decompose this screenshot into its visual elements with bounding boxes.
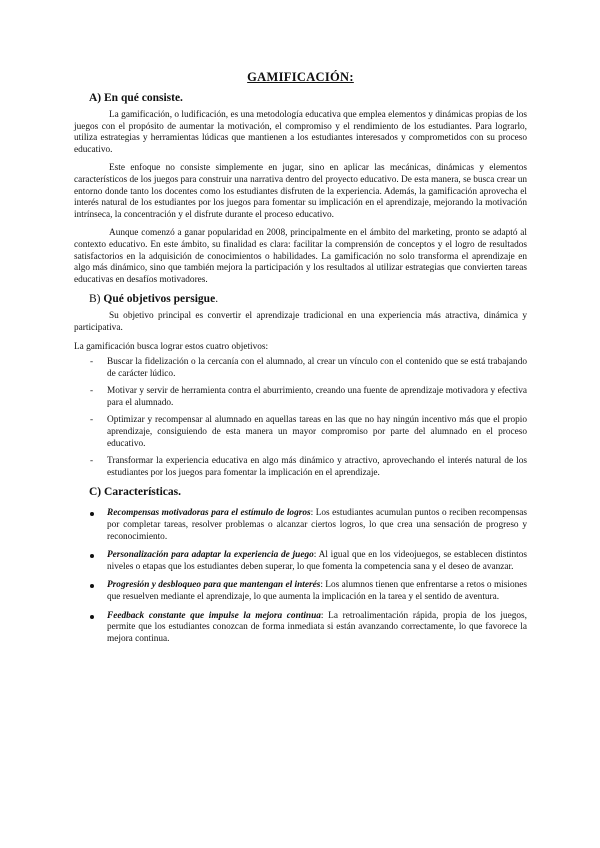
section-a-paragraph-3: Aunque comenzó a ganar popularidad en 2008, principalmente en el ámbito del marketing, pronto se adaptó al contexto educativo. En este ámbito, su finalidad es clara: facilitar la comprensión de conceptos y el logro de resultados satisfactorios en la adquisición de conocimientos o habilidades. La gamificación no solo transforma el aprendizaje en algo más dinámico, sino que también mejora la participación y los resultados al utilizar estrategias que convierten tareas educativas en desafíos motivadores. (74, 228, 527, 285)
section-b-letter: B) (89, 293, 101, 306)
section-a-letter: A) (89, 92, 102, 104)
feature-text: La retroalimentación rápida, propia de los juegos, permite que los estudiantes conozcan de forma inmediata si están avanzando correctamente, lo que favorece la mejora continua. (107, 610, 528, 644)
section-a-title: En qué consiste. (104, 92, 183, 104)
feature-text: Los estudiantes acumulan puntos o reciben recompensas por completar tareas, resolver problemas o alcanzar ciertos logros, lo que crea una sensación de progreso y reconocimiento. (107, 508, 527, 542)
list-item (74, 357, 527, 380)
objective-text: Motivar y servir de herramienta contra el aburrimiento, creando una fuente de aprendizaje motivadora y efectiva para el alumnado. (107, 386, 527, 408)
section-c-title: Características. (104, 486, 181, 499)
list-item (74, 550, 527, 573)
feature-separator: : (320, 580, 323, 591)
section-b-lead: La gamificación busca lograr estos cuatro objetivos: (74, 341, 269, 352)
section-b-title-suffix: . (215, 293, 219, 306)
document-title: GAMIFICACIÓN: (247, 70, 354, 84)
feature-separator: : (320, 610, 324, 621)
feature-title: Progresión y desbloqueo para que mantengan el interés (107, 580, 321, 591)
list-item (74, 508, 527, 543)
section-b-title: Qué objetivos persigue (103, 293, 216, 306)
list-item (74, 386, 527, 409)
objective-text: Buscar la fidelización o la cercanía con el alumnado, al crear un vínculo con el contenido que se está trabajando de carácter lúdico. (107, 357, 527, 379)
section-b-intro: Su objetivo principal es convertir el aprendizaje tradicional en una experiencia más atractiva, dinámica y participativa. (74, 311, 527, 333)
dash-marker: - (90, 415, 94, 426)
section-a-heading (89, 92, 527, 104)
feature-title: Recompensas motivadoras para el estímulo de logros (107, 508, 311, 519)
feature-title: Personalización para adaptar la experiencia de juego (107, 550, 314, 561)
objectives-list (74, 357, 527, 479)
feature-text: Al igual que en los videojuegos, se establecen distintos niveles o etapas que los estudiantes deben superar, lo que fomenta la competencia sana y el deseo de avanzar. (107, 550, 528, 572)
feature-separator: : (313, 550, 317, 561)
bullet-dot-icon (90, 554, 94, 558)
list-item (74, 611, 527, 646)
features-list (74, 508, 527, 645)
feature-title: Feedback constante que impulse la mejora continua (107, 610, 321, 621)
section-a-paragraph-2: Este enfoque no consiste simplemente en jugar, sino en aplicar las mecánicas, dinámicas y elementos característicos de los juegos para construir una narrativa dentro del proyecto educativo. De esta manera, se busca crear un entorno donde tanto los docentes como los estudiantes disfruten de la experiencia. Además, la gamificación aprovecha el interés natural de los estudiantes por los juegos para fomentar su implicación en el aprendizaje, mejorando la motivación intrínseca, la concentración y el disfrute durante el proceso educativo. (74, 163, 527, 220)
objective-text: Optimizar y recompensar al alumnado en aquellas tareas en las que no hay ningún incentivo más que el propio aprendizaje, consiguiendo de esta manera un mayor compromiso por parte del alumnado en el proceso educativo. (107, 415, 527, 449)
bullet-dot-icon (90, 512, 94, 516)
bullet-dot-icon (90, 615, 94, 619)
list-item (74, 456, 527, 479)
list-item (74, 580, 527, 603)
dash-marker: - (90, 386, 94, 397)
section-b-heading (89, 293, 527, 305)
dash-marker: - (90, 456, 94, 467)
feature-text: Los alumnos tienen que enfrentarse a retos o misiones que resuelven mediante el aprendizaje, lo que aumenta la implicación en la tarea y el sentido de aventura. (107, 580, 527, 602)
document-body (74, 70, 527, 652)
section-c-letter: C) (89, 486, 102, 499)
section-a-paragraph-1: La gamificación, o ludificación, es una metodología educativa que emplea elementos y dinámicas propias de los juegos con el propósito de aumentar la motivación, el compromiso y el rendimiento de los estudiantes. Para lograrlo, utiliza estrategias y herramientas lúdicas que mantienen a los estudiantes interesados y comprometidos con su proceso educativo. (74, 110, 527, 155)
list-item (74, 415, 527, 450)
bullet-dot-icon (90, 584, 94, 588)
objective-text: Transformar la experiencia educativa en algo más dinámico y atractivo, aprovechando el interés natural de los estudiantes por los juegos para fomentar la implicación en el aprendizaje. (107, 456, 527, 478)
feature-separator: : (310, 508, 314, 519)
dash-marker: - (90, 357, 94, 368)
section-c-heading (89, 486, 527, 498)
